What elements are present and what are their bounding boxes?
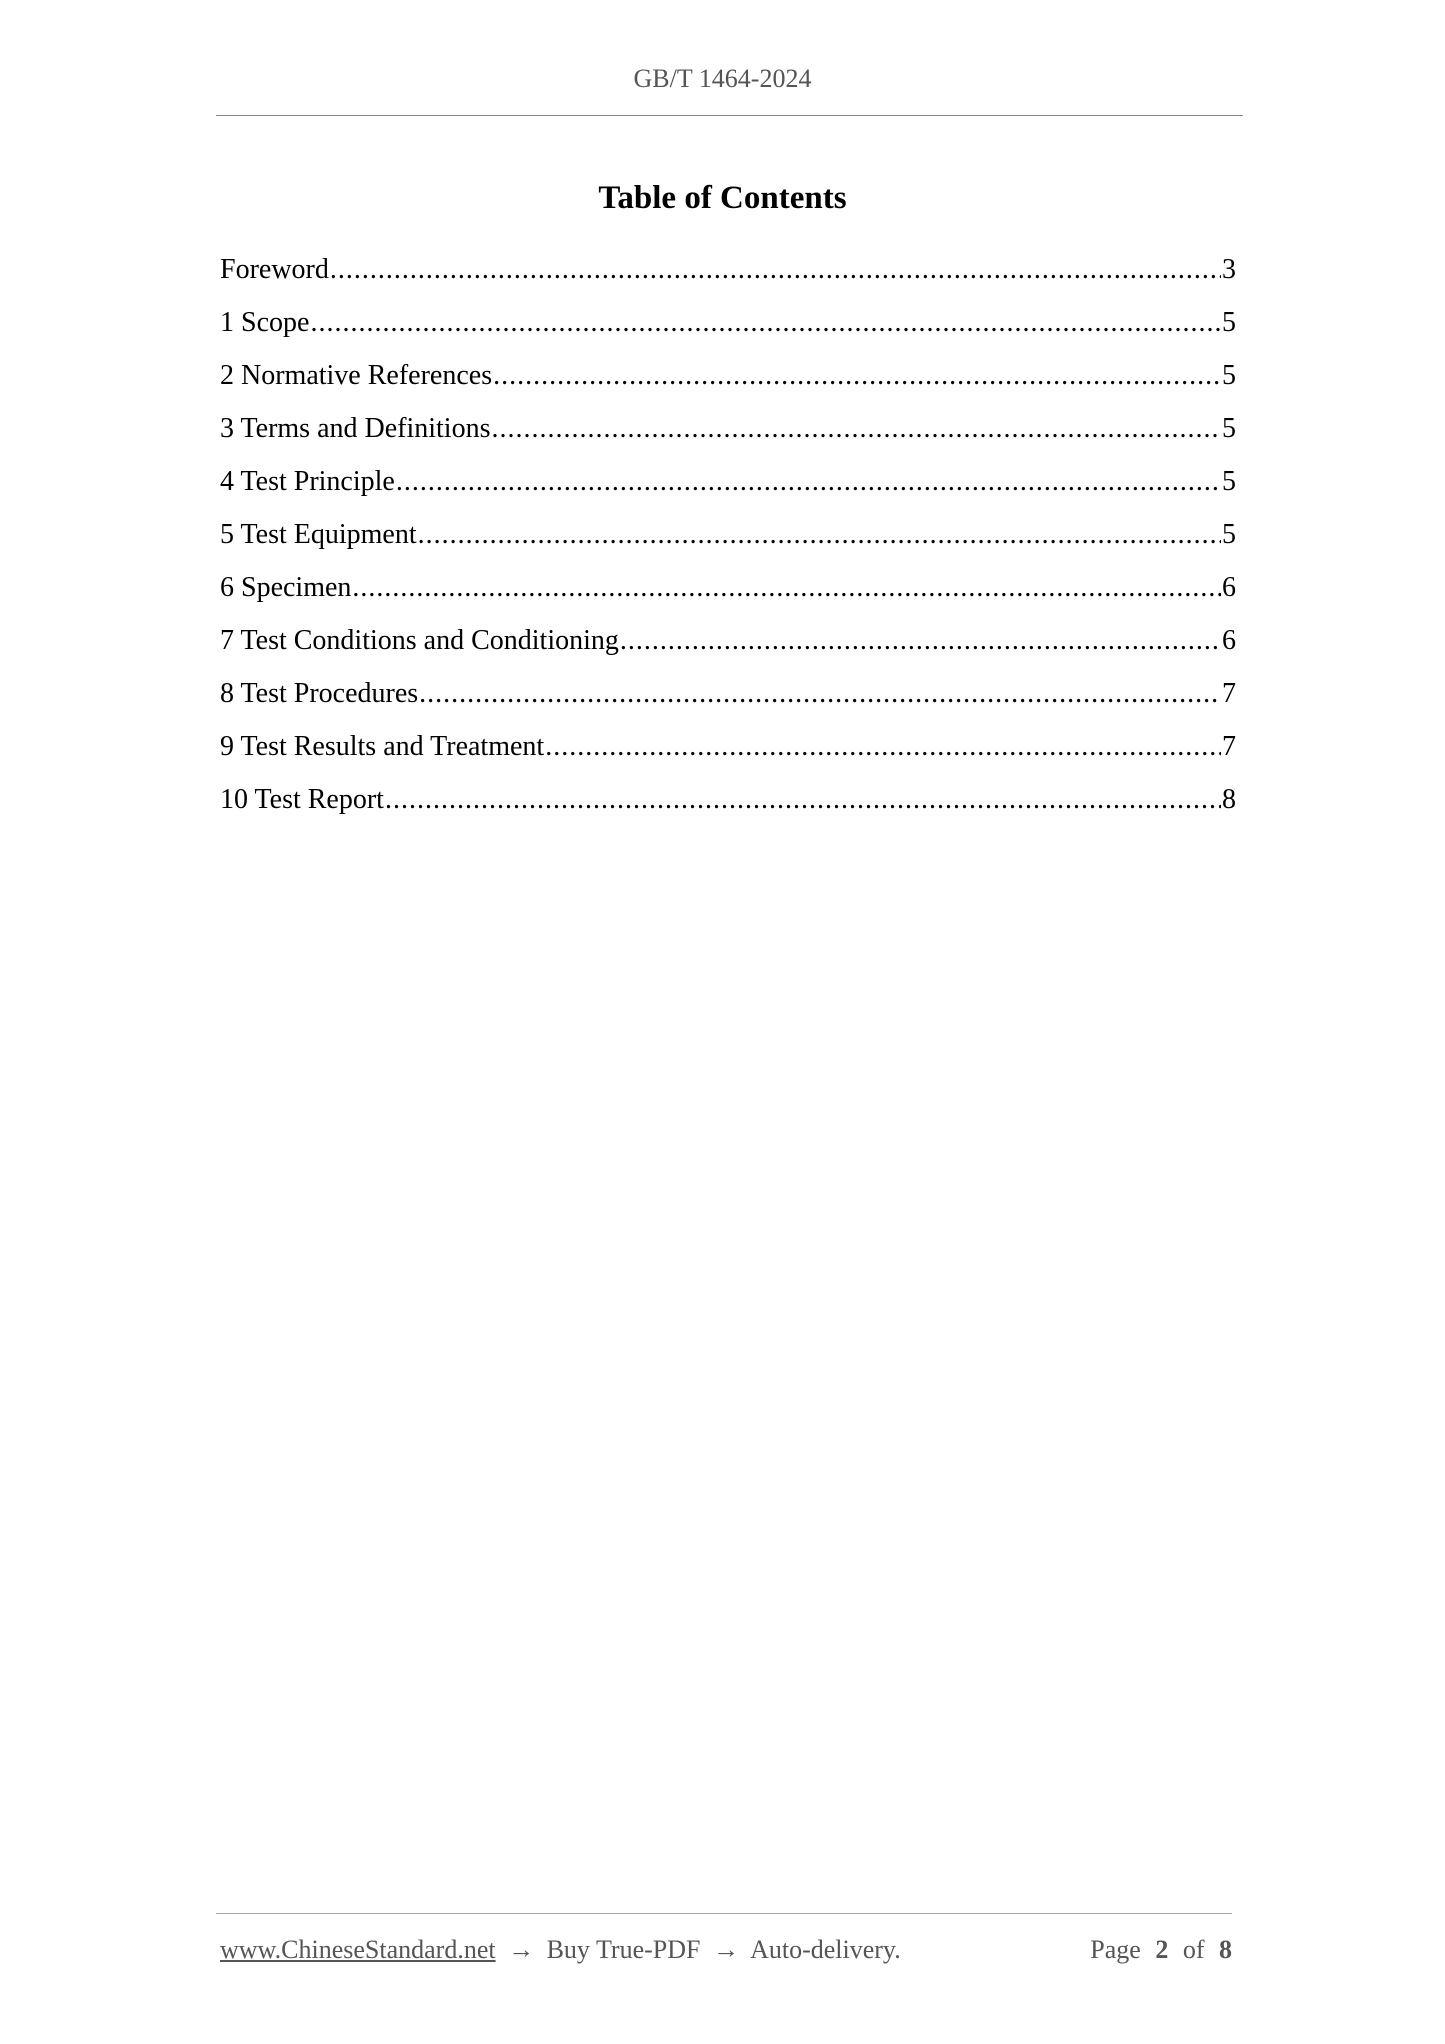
page-indicator [1090,1935,1232,1965]
toc-leader-dots [493,360,1221,392]
page-label: Page [1090,1935,1141,1964]
toc-leader-dots [545,731,1221,763]
toc-entry-test-principle[interactable] [220,466,1236,519]
header-divider [216,115,1243,116]
toc-entry-title: 9 Test Results and Treatment [220,731,545,762]
footer-divider [216,1913,1232,1914]
toc-entry-page: 6 [1222,572,1236,603]
toc-entry-title: Foreword [220,254,329,285]
toc-entry-title: 7 Test Conditions and Conditioning [220,625,619,656]
toc-entry-page: 7 [1222,678,1236,709]
toc-entry-test-procedures[interactable] [220,678,1236,731]
toc-leader-dots [620,625,1221,657]
toc-entry-page: 5 [1222,519,1236,550]
toc-entry-normative-references[interactable] [220,360,1236,413]
total-pages-number: 8 [1219,1935,1232,1964]
toc-heading: Table of Contents [598,180,847,216]
of-label: of [1182,1935,1205,1964]
toc-entry-title: 4 Test Principle [220,466,395,497]
toc-leader-dots [352,572,1221,604]
toc-entry-page: 6 [1222,625,1236,656]
toc-entry-page: 5 [1222,466,1236,497]
toc-entry-test-results[interactable] [220,731,1236,784]
toc-entry-title: 5 Test Equipment [220,519,417,550]
toc-entry-page: 3 [1222,254,1236,285]
delivery-text: Auto-delivery. [750,1935,901,1964]
toc-entry-terms-definitions[interactable] [220,413,1236,466]
document-header-title: GB/T 1464-2024 [633,64,812,93]
toc-entry-test-equipment[interactable] [220,519,1236,572]
toc-list [220,254,1236,837]
arrow-right-icon: → [508,1935,535,1964]
toc-entry-specimen[interactable] [220,572,1236,625]
toc-entry-scope[interactable] [220,307,1236,360]
current-page-number: 2 [1155,1935,1169,1964]
website-link[interactable]: www.ChineseStandard.net [220,1935,496,1964]
toc-entry-title: 1 Scope [220,307,310,338]
toc-entry-page: 5 [1222,413,1236,444]
toc-leader-dots [419,678,1221,710]
toc-entry-foreword[interactable] [220,254,1236,307]
toc-leader-dots [396,466,1221,498]
arrow-right-icon: → [713,1935,739,1964]
toc-entry-page: 5 [1222,307,1236,338]
toc-entry-page: 5 [1222,360,1236,391]
toc-entry-test-conditions[interactable] [220,625,1236,678]
toc-leader-dots [491,413,1221,445]
toc-entry-page: 7 [1222,731,1236,762]
toc-entry-title: 6 Specimen [220,572,352,603]
toc-entry-title: 8 Test Procedures [220,678,419,709]
toc-entry-title: 3 Terms and Definitions [220,413,491,444]
toc-entry-title: 10 Test Report [220,784,384,815]
toc-leader-dots [385,784,1221,816]
toc-leader-dots [310,307,1221,339]
toc-leader-dots [330,254,1221,286]
page-footer [220,1935,1232,1965]
toc-entry-test-report[interactable] [220,784,1236,837]
toc-leader-dots [418,519,1221,551]
toc-entry-page: 8 [1222,784,1236,815]
toc-entry-title: 2 Normative References [220,360,493,391]
footer-promo [220,1935,901,1965]
buy-pdf-text: Buy True-PDF [546,1935,701,1964]
